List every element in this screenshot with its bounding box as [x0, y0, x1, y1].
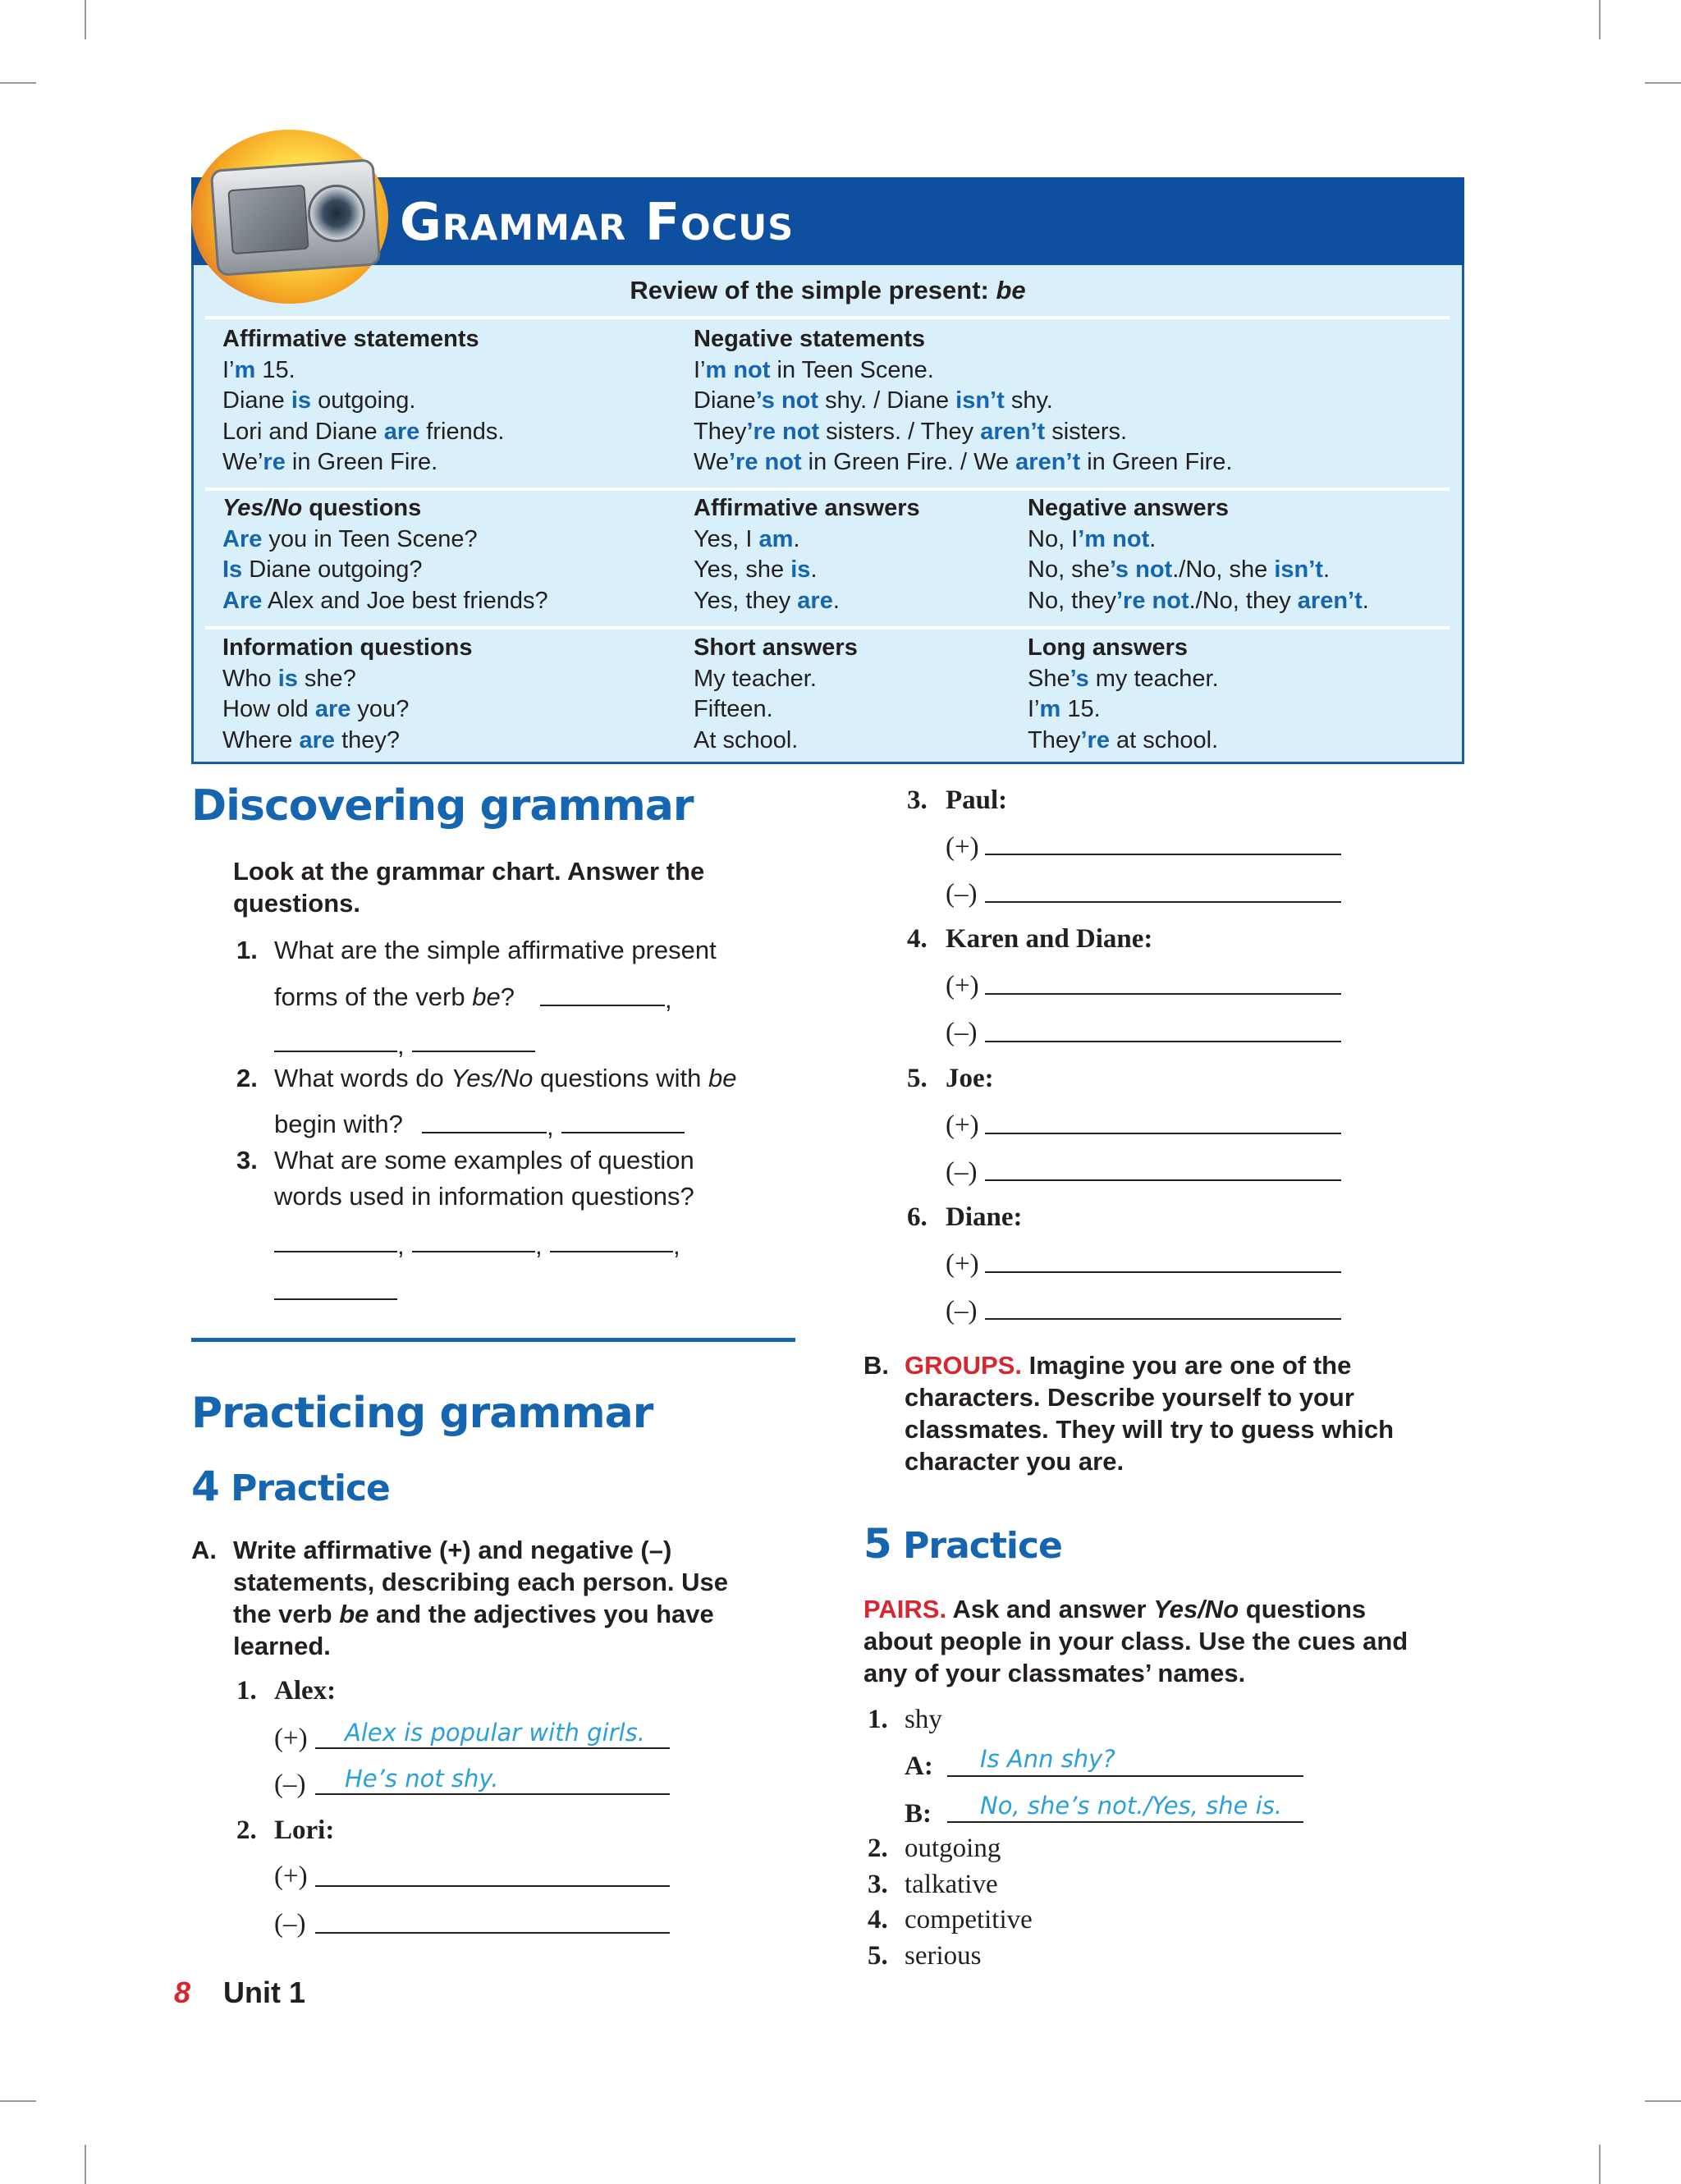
answer-line[interactable]	[315, 1747, 670, 1749]
question-1: 1.	[236, 936, 258, 964]
comma: ,	[547, 1112, 554, 1141]
plus-sign: (+)	[946, 1110, 979, 1140]
crop-mark	[1599, 2145, 1601, 2184]
answer-blank[interactable]	[412, 1251, 535, 1252]
plus-sign: (+)	[946, 1249, 979, 1279]
practicing-grammar-heading: Practicing grammar	[191, 1389, 653, 1438]
unit-label: Unit 1	[223, 1976, 306, 2009]
camera-screen-icon	[227, 185, 309, 254]
grammar-focus-subtitle: Review of the simple present: be	[630, 276, 1026, 304]
crop-mark	[1599, 0, 1601, 39]
answer-line[interactable]	[315, 1793, 670, 1795]
answer-line[interactable]	[985, 1179, 1341, 1181]
crop-mark	[1645, 82, 1681, 84]
answer-blank[interactable]	[274, 1251, 397, 1252]
affirmative-answers-column: Affirmative answers Yes, I am. Yes, she is. Yes, they are.	[694, 495, 920, 614]
long-answers-column: Long answers She’s my teacher. I’m 15. They’re at school.	[1028, 634, 1219, 753]
table-divider	[205, 316, 1450, 319]
cue-5-number: 5.	[868, 1941, 888, 1971]
question-2-text: What words do Yes/No questions with be	[274, 1064, 737, 1092]
table-divider	[205, 626, 1450, 630]
cue-3-number: 3.	[868, 1870, 888, 1899]
comma: ,	[397, 1231, 405, 1260]
answer-blank[interactable]	[561, 1132, 685, 1133]
item-3-name: Paul:	[946, 785, 1008, 815]
grammar-focus-title: Grammar Focus	[400, 192, 795, 252]
item-4-name: Karen and Diane:	[946, 924, 1153, 954]
crop-mark	[85, 2145, 86, 2184]
practice-5-heading: 5 Practice	[863, 1520, 1062, 1568]
minus-sign: (–)	[274, 1770, 306, 1799]
negative-statements-column: Negative statements I’m not in Teen Scene. Diane’s not shy. / Diane isn’t shy. They’re not sisters. / They aren’t sisters. We’re not in Green Fire. / We aren’t in Green Fire.	[694, 326, 1233, 475]
cue-4-number: 4.	[868, 1905, 888, 1934]
minus-sign: (–)	[946, 1018, 978, 1047]
answer-blank[interactable]	[412, 1051, 535, 1052]
exercise-b-letter: B.	[863, 1351, 889, 1380]
exercise-b-instruction: GROUPS. Imagine you are one of the characters. Describe yourself to your classmates. They will try to guess which character you are.	[905, 1351, 1395, 1476]
minus-sign: (–)	[946, 879, 978, 909]
crop-mark	[1645, 2100, 1681, 2102]
answer-line[interactable]	[985, 901, 1341, 903]
question-3-text-2: words used in information questions?	[274, 1182, 694, 1211]
cue-1-word: shy	[905, 1705, 942, 1734]
information-questions-column: Information questions Who is she? How old are you? Where are they?	[222, 634, 473, 753]
answer-line[interactable]	[985, 993, 1341, 995]
item-1-name: Alex:	[274, 1676, 337, 1706]
cue-4-word: competitive	[905, 1905, 1033, 1934]
answer-line[interactable]	[315, 1932, 670, 1934]
plus-sign: (+)	[946, 832, 979, 862]
item-5-number: 5.	[907, 1064, 928, 1093]
plus-sign: (+)	[274, 1724, 308, 1753]
exercise-a-letter: A.	[191, 1536, 217, 1564]
question-3: 3.	[236, 1146, 258, 1174]
question-2-text-2: begin with?	[274, 1110, 403, 1138]
answer-line[interactable]	[985, 1271, 1341, 1273]
comma: ,	[673, 1231, 680, 1260]
exercise-a-instruction: Write affirmative (+) and negative (–) statements, describing each person. Use the verb be and the adjectives you have learned.	[233, 1536, 728, 1660]
answer-line[interactable]	[315, 1885, 670, 1887]
practice-4-heading: 4 Practice	[191, 1463, 390, 1510]
answer-line[interactable]	[985, 1133, 1341, 1134]
short-answers-column: Short answers My teacher. Fifteen. At school.	[694, 634, 858, 753]
answer-blank[interactable]	[274, 1051, 397, 1052]
minus-sign: (–)	[946, 1157, 978, 1187]
item-1-number: 1.	[236, 1676, 257, 1706]
cue-3-word: talkative	[905, 1870, 998, 1899]
example-answer: He’s not shy.	[345, 1765, 499, 1793]
item-2-number: 2.	[236, 1815, 257, 1845]
affirmative-statements-column: Affirmative statements I’m 15. Diane is outgoing. Lori and Diane are friends. We’re in Green Fire.	[222, 326, 505, 475]
answer-line[interactable]	[985, 854, 1341, 855]
question-3-text: What are some examples of question	[274, 1146, 694, 1174]
answer-line[interactable]	[947, 1775, 1303, 1777]
item-3-number: 3.	[907, 785, 928, 815]
minus-sign: (–)	[946, 1296, 978, 1326]
item-2-name: Lori:	[274, 1815, 335, 1845]
question-1-text: What are the simple affirmative present	[274, 936, 717, 964]
discovering-grammar-heading: Discovering grammar	[191, 781, 694, 831]
item-4-number: 4.	[907, 924, 928, 954]
answer-blank[interactable]	[550, 1251, 673, 1252]
camera-lens-icon	[308, 185, 365, 242]
comma: ,	[397, 1031, 405, 1060]
crop-mark	[0, 82, 36, 84]
plus-sign: (+)	[274, 1861, 308, 1891]
cue-1-number: 1.	[868, 1705, 888, 1734]
cue-2-word: outgoing	[905, 1834, 1001, 1863]
minus-sign: (–)	[274, 1909, 306, 1939]
example-answer: Is Ann shy?	[980, 1745, 1115, 1773]
yes-no-questions-column: Yes/No questions Are you in Teen Scene? Is Diane outgoing? Are Alex and Joe best friends?	[222, 495, 548, 614]
plus-sign: (+)	[946, 971, 979, 1000]
answer-line[interactable]	[985, 1041, 1341, 1042]
cue-5-word: serious	[905, 1941, 982, 1971]
negative-answers-column: Negative answers No, I’m not. No, she’s not./No, she isn’t. No, they’re not./No, they aren’t.	[1028, 495, 1369, 614]
item-5-name: Joe:	[946, 1064, 994, 1093]
a-label: A:	[905, 1751, 933, 1781]
page-number: 8	[174, 1976, 191, 2009]
example-answer: No, she’s not./Yes, she is.	[980, 1792, 1283, 1820]
answer-line[interactable]	[947, 1821, 1303, 1823]
item-6-name: Diane:	[946, 1202, 1023, 1232]
comma: ,	[665, 985, 672, 1014]
crop-mark	[0, 2100, 36, 2102]
answer-blank[interactable]	[422, 1132, 547, 1133]
practice-5-instruction: PAIRS. Ask and answer Yes/No questions about people in your class. Use the cues and any of your classmates’ names.	[863, 1595, 1408, 1687]
table-divider	[205, 488, 1450, 491]
crop-mark	[85, 0, 86, 39]
answer-blank[interactable]	[540, 1005, 665, 1006]
b-label: B:	[905, 1799, 932, 1829]
answer-line[interactable]	[985, 1318, 1341, 1320]
discovering-instruction: Look at the grammar chart. Answer the questions.	[233, 857, 705, 918]
answer-blank[interactable]	[274, 1298, 397, 1300]
item-6-number: 6.	[907, 1202, 928, 1232]
section-divider	[191, 1338, 795, 1342]
comma: ,	[535, 1231, 543, 1260]
example-answer: Alex is popular with girls.	[345, 1719, 645, 1747]
question-2: 2.	[236, 1064, 258, 1092]
question-1-text-2: forms of the verb be?	[274, 982, 515, 1011]
cue-2-number: 2.	[868, 1834, 888, 1863]
